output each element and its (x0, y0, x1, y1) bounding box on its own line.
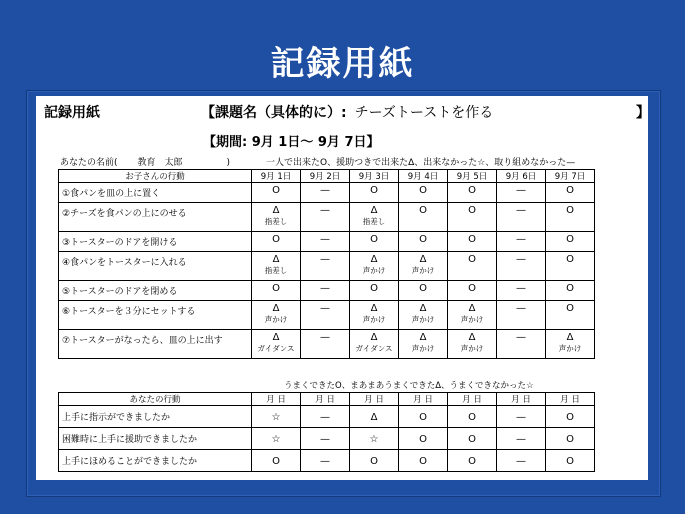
record-cell (546, 330, 595, 359)
record-mark: Δ (419, 303, 427, 314)
record-cell (399, 281, 448, 301)
record-mark: O (419, 411, 427, 423)
record-mark: — (516, 234, 526, 245)
record-mark: O (419, 455, 427, 467)
table-row (59, 252, 595, 281)
table-row (59, 183, 595, 203)
record-mark: Δ (370, 411, 378, 423)
record-cell (497, 450, 546, 472)
record-cell (252, 406, 301, 428)
record-cell (448, 183, 497, 203)
date-header: 9月 4日 (399, 170, 448, 183)
parent-behavior-label: 困難時に上手に援助できましたか (59, 428, 252, 450)
record-mark: Δ (272, 332, 280, 343)
record-cell (350, 428, 399, 450)
record-cell (497, 406, 546, 428)
record-mark: — (320, 185, 330, 196)
record-sheet (36, 96, 648, 480)
support-note: 声かけ (411, 315, 435, 324)
record-mark: O (566, 205, 574, 216)
record-cell (546, 203, 595, 232)
table-row (59, 232, 595, 252)
record-mark: Δ (272, 205, 280, 216)
date-header: 9月 6日 (497, 170, 546, 183)
legend-child: 一人で出来たO、援助つきで出来たΔ、出来なかった☆、取り組めなかった— (266, 158, 576, 168)
record-mark: O (419, 205, 427, 216)
record-cell (399, 232, 448, 252)
behavior-label: ①食パンを皿の上に置く (59, 183, 252, 203)
record-mark: ☆ (369, 433, 379, 445)
record-cell (497, 232, 546, 252)
record-mark: — (516, 185, 526, 196)
record-cell (399, 252, 448, 281)
record-mark: Δ (468, 303, 476, 314)
date-header: 月 日 (497, 393, 546, 406)
date-header: 月 日 (350, 393, 399, 406)
record-cell (350, 281, 399, 301)
support-note: ガイダンス (355, 344, 393, 353)
form-name: 記録用紙 (44, 105, 100, 121)
record-mark: Δ (370, 254, 378, 265)
slide-title: 記録用紙 (270, 44, 415, 84)
record-mark: — (320, 205, 330, 216)
date-header: 月 日 (448, 393, 497, 406)
record-mark: O (272, 455, 280, 467)
record-cell (252, 232, 301, 252)
record-mark: O (468, 205, 476, 216)
record-mark: O (468, 411, 476, 423)
table-row (59, 406, 595, 428)
record-mark: O (419, 185, 427, 196)
record-cell (252, 301, 301, 330)
record-cell (399, 301, 448, 330)
record-cell (546, 252, 595, 281)
table-row (59, 301, 595, 330)
record-cell (546, 450, 595, 472)
record-mark: — (516, 254, 526, 265)
date-header: 9月 2日 (301, 170, 350, 183)
record-cell (399, 183, 448, 203)
record-cell (448, 428, 497, 450)
record-mark: Δ (272, 303, 280, 314)
record-cell (497, 301, 546, 330)
record-mark: O (468, 234, 476, 245)
record-cell (399, 450, 448, 472)
record-mark: Δ (272, 254, 280, 265)
record-cell (546, 232, 595, 252)
record-cell (301, 232, 350, 252)
record-cell (252, 450, 301, 472)
record-cell (448, 450, 497, 472)
record-cell (448, 406, 497, 428)
record-cell (350, 183, 399, 203)
support-note: 声かけ (558, 344, 582, 353)
date-header: 月 日 (252, 393, 301, 406)
record-mark: — (320, 254, 330, 265)
record-mark: O (272, 234, 280, 245)
record-mark: O (566, 185, 574, 196)
behavior-label: ⑤トースターのドアを閉める (59, 281, 252, 301)
record-mark: — (320, 411, 330, 423)
record-cell (301, 301, 350, 330)
record-mark: O (566, 283, 574, 294)
record-mark: — (320, 283, 330, 294)
record-cell (448, 281, 497, 301)
record-mark: ☆ (271, 433, 281, 445)
record-cell (497, 183, 546, 203)
task-title (201, 102, 493, 122)
record-mark: — (516, 433, 526, 445)
record-cell (350, 450, 399, 472)
record-mark: Δ (370, 332, 378, 343)
support-note: 声かけ (460, 315, 484, 324)
record-mark: O (419, 283, 427, 294)
parent-header-label: あなたの行動 (59, 393, 252, 406)
record-cell (448, 203, 497, 232)
behavior-label: ④食パンをトースターに入れる (59, 252, 252, 281)
record-mark: Δ (419, 254, 427, 265)
record-cell (350, 203, 399, 232)
record-cell (448, 252, 497, 281)
record-mark: O (370, 455, 378, 467)
record-cell (301, 183, 350, 203)
support-note: 声かけ (362, 266, 386, 275)
behavior-label: ③トースターのドアを開ける (59, 232, 252, 252)
record-cell (546, 301, 595, 330)
record-cell (252, 428, 301, 450)
record-mark: O (370, 185, 378, 196)
support-note: 声かけ (411, 266, 435, 275)
record-mark: O (272, 185, 280, 196)
support-note: 声かけ (411, 344, 435, 353)
record-cell (301, 450, 350, 472)
record-cell (546, 406, 595, 428)
record-mark: — (320, 303, 330, 314)
parent-behavior-label: 上手に指示ができましたか (59, 406, 252, 428)
name-value: 教育 太郎 (137, 158, 183, 168)
record-cell (546, 428, 595, 450)
record-mark: O (566, 303, 574, 314)
task-value: チーズトーストを作る (354, 105, 494, 121)
record-mark: O (272, 283, 280, 294)
table-row (59, 450, 595, 472)
record-cell (301, 330, 350, 359)
record-mark: Δ (468, 332, 476, 343)
table-row (59, 281, 595, 301)
record-cell (252, 330, 301, 359)
record-mark: — (516, 411, 526, 423)
record-mark: O (370, 283, 378, 294)
record-cell (546, 281, 595, 301)
record-cell (399, 406, 448, 428)
record-mark: O (468, 283, 476, 294)
child-header-label: お子さんの行動 (59, 170, 252, 183)
support-note: 指差し (362, 217, 386, 226)
record-mark: — (320, 332, 330, 343)
record-cell (301, 406, 350, 428)
record-mark: — (516, 332, 526, 343)
record-cell (350, 301, 399, 330)
record-cell (399, 428, 448, 450)
record-cell (497, 203, 546, 232)
period: 【期間: 9月 1日～ 9月 7日】 (203, 135, 380, 150)
behavior-label: ②チーズを食パンの上にのせる (59, 203, 252, 232)
record-mark: O (468, 455, 476, 467)
record-mark: — (320, 433, 330, 445)
record-cell (252, 183, 301, 203)
record-mark: ☆ (271, 411, 281, 423)
record-cell (448, 232, 497, 252)
record-mark: Δ (566, 332, 574, 343)
record-mark: — (320, 234, 330, 245)
record-mark: O (419, 234, 427, 245)
record-cell (448, 330, 497, 359)
parent-behavior-label: 上手にほめることができましたか (59, 450, 252, 472)
record-cell (350, 330, 399, 359)
support-note: 声かけ (460, 344, 484, 353)
table-row (59, 428, 595, 450)
record-mark: — (516, 283, 526, 294)
legend-parent: うまくできたO、まあまあうまくできたΔ、うまくできなかった☆ (284, 381, 534, 391)
date-header: 9月 3日 (350, 170, 399, 183)
date-header: 9月 7日 (546, 170, 595, 183)
record-cell (399, 330, 448, 359)
parent-behavior-table (58, 392, 595, 472)
record-mark: Δ (370, 303, 378, 314)
record-mark: — (516, 303, 526, 314)
record-cell (350, 232, 399, 252)
record-cell (350, 406, 399, 428)
record-mark: O (566, 455, 574, 467)
support-note: 指差し (264, 266, 288, 275)
record-mark: O (566, 411, 574, 423)
behavior-label: ⑦トースターがなったら、皿の上に出す (59, 330, 252, 359)
record-mark: O (370, 234, 378, 245)
table-row (59, 203, 595, 232)
date-header: 月 日 (546, 393, 595, 406)
record-cell (252, 203, 301, 232)
record-mark: — (516, 205, 526, 216)
support-note: 指差し (264, 217, 288, 226)
name-line (60, 155, 230, 168)
record-cell (399, 203, 448, 232)
record-mark: — (320, 455, 330, 467)
task-label: 【課題名（具体的に）: (201, 105, 347, 121)
task-close-bracket: 】 (636, 105, 650, 121)
record-cell (546, 183, 595, 203)
record-cell (497, 330, 546, 359)
record-cell (448, 301, 497, 330)
name-label: あなたの名前( (60, 158, 118, 168)
record-mark: O (468, 254, 476, 265)
record-mark: O (566, 254, 574, 265)
record-cell (350, 252, 399, 281)
date-header: 9月 1日 (252, 170, 301, 183)
record-cell (301, 203, 350, 232)
record-mark: O (566, 234, 574, 245)
record-cell (301, 428, 350, 450)
record-cell (252, 252, 301, 281)
table-row (59, 330, 595, 359)
record-mark: O (566, 433, 574, 445)
record-mark: O (419, 433, 427, 445)
record-cell (301, 281, 350, 301)
record-mark: — (516, 455, 526, 467)
record-mark: O (468, 185, 476, 196)
child-behavior-table (58, 169, 595, 359)
record-cell (497, 428, 546, 450)
date-header: 月 日 (301, 393, 350, 406)
record-cell (497, 252, 546, 281)
date-header: 月 日 (399, 393, 448, 406)
name-close: ) (226, 158, 231, 168)
date-header: 9月 5日 (448, 170, 497, 183)
record-mark: Δ (419, 332, 427, 343)
support-note: ガイダンス (257, 344, 295, 353)
record-cell (301, 252, 350, 281)
support-note: 声かけ (362, 315, 386, 324)
record-mark: O (468, 433, 476, 445)
record-cell (497, 281, 546, 301)
record-cell (252, 281, 301, 301)
record-mark: Δ (370, 205, 378, 216)
behavior-label: ⑥トースターを３分にセットする (59, 301, 252, 330)
support-note: 声かけ (264, 315, 288, 324)
